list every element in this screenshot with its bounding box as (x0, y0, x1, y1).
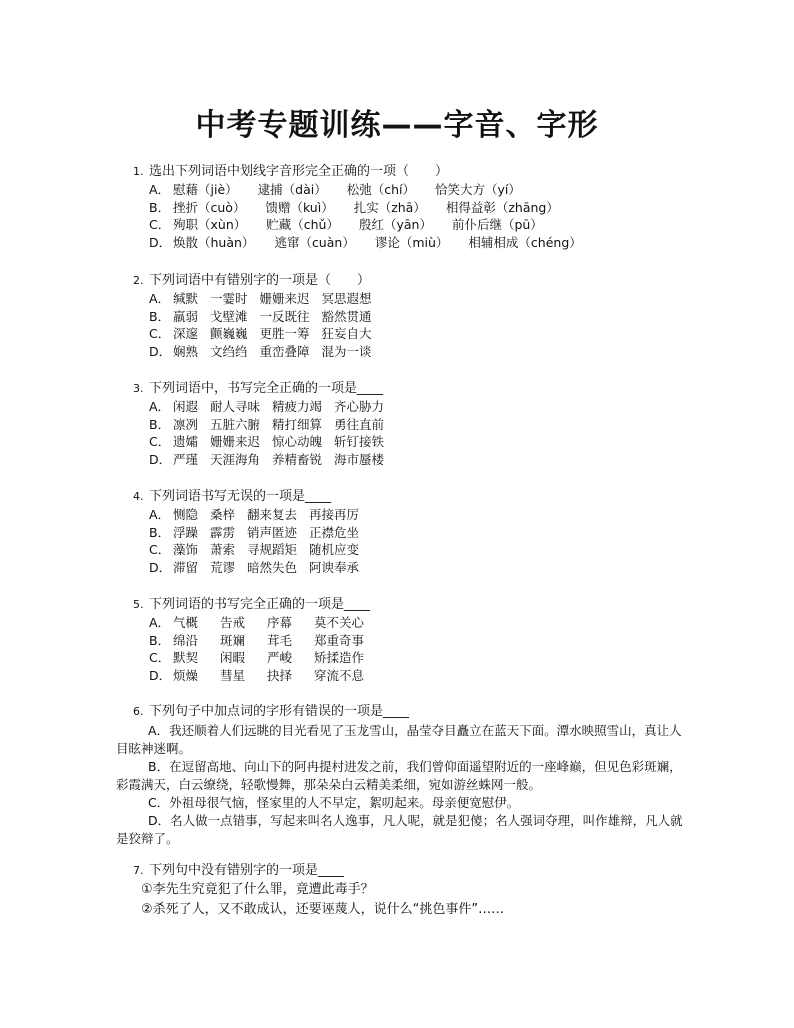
question-2 (133, 272, 384, 360)
question-number: 5. (133, 598, 144, 611)
option-word: 冥思遐想 (321, 291, 372, 306)
option-word: 松弛（chí） (346, 182, 415, 197)
sentence-2: ②杀死了人，又不敢成认，还要诬蔑人，说什么“挑色事件”…… (141, 902, 505, 917)
option-label: B． (149, 524, 171, 540)
option-word: 更胜一筹 (259, 326, 310, 341)
option-word: 彗星 (220, 667, 246, 683)
option-word: 严峻 (267, 650, 293, 665)
question-text: 下列词语中，书写完全正确的一项是____ (149, 381, 384, 396)
option-word: 相得益彰（zhāng） (445, 199, 559, 215)
question-text: 下列词语中有错别字的一项是（ ） (149, 273, 371, 288)
question-1 (133, 163, 602, 251)
option-word: 桑梓 (210, 507, 236, 522)
option-c (133, 433, 396, 451)
option-word: 恰笑大方（yí） (435, 182, 521, 197)
question-text: 下列词语的书写完全正确的一项是____ (149, 597, 371, 612)
option-word: 深邃 (173, 326, 199, 341)
option-word: 抉择 (267, 667, 293, 683)
option-word: 浮躁 (173, 524, 199, 540)
option-word: 烦燥 (173, 667, 199, 683)
option-word: 精疲力竭 (272, 399, 323, 414)
option-a (133, 614, 386, 632)
option-word: 狂妄自大 (321, 326, 372, 341)
option-word: 羸弱 (173, 308, 199, 324)
option-label: D． (149, 559, 172, 575)
option-d (133, 343, 384, 361)
option-word: 颤巍巍 (210, 326, 248, 341)
option-word: 混为一谈 (321, 343, 372, 359)
option-a (133, 290, 384, 308)
option-word: 斩钉接铁 (334, 434, 385, 449)
option-word: 销声匿迹 (247, 524, 298, 540)
option-word: 随机应变 (309, 542, 360, 557)
option-word: 寻规蹈矩 (247, 542, 298, 557)
option-word: 告戒 (220, 615, 246, 630)
option-word: 逃窜（cuàn） (274, 234, 355, 250)
option-word: 矫揉造作 (314, 650, 365, 665)
question-stem (133, 380, 396, 398)
option-word: 凛冽 (173, 416, 199, 432)
option-word: 序幕 (267, 615, 293, 630)
option-word: 焕散（huàn） (173, 234, 255, 250)
question-4 (133, 488, 371, 576)
option-word: 严瑾 (173, 451, 199, 467)
option-d (133, 234, 602, 252)
option-word: 耐人寻味 (210, 399, 261, 414)
option-word: 文绉绉 (210, 343, 248, 359)
question-stem (133, 163, 602, 181)
option-b-paragraph (116, 758, 690, 794)
option-word: 恻隐 (173, 507, 199, 522)
option-word: 海市蜃楼 (334, 451, 385, 467)
question-number: 7. (133, 864, 144, 877)
option-word: 殉职（xùn） (173, 217, 247, 232)
question-text: 下列词语书写无误的一项是____ (149, 489, 332, 504)
option-a (133, 398, 396, 416)
option-text: 在逗留高地、向山下的阿冉提村进发之前，我们曾仰面遥望附近的一座峰巅，但见色彩斑斓，彩霞满天，白云缭绕，轻歌慢舞，那朵朵白云精美柔细，宛如游丝蛛网一般。 (116, 759, 682, 792)
question-text: 下列句子中加点词的字形有错误的一项是____ (149, 704, 410, 719)
option-word: 重峦叠障 (259, 343, 310, 359)
option-word: 斑斓 (220, 632, 246, 648)
option-label: B． (148, 759, 170, 774)
option-a-paragraph (116, 722, 690, 758)
option-b (133, 524, 371, 542)
option-b (133, 308, 384, 326)
option-word: 一霎时 (210, 291, 248, 306)
option-a (133, 506, 371, 524)
option-word: 默契 (173, 650, 199, 665)
option-label: B． (149, 308, 171, 324)
option-word: 慰藉（jiè） (173, 182, 238, 197)
option-c (133, 649, 386, 667)
option-word: 娴熟 (173, 343, 199, 359)
option-word: 萧索 (210, 542, 236, 557)
option-label: B． (149, 632, 171, 648)
option-b (133, 199, 602, 217)
page-title: 中考专题训练——字音、字形 (195, 108, 599, 143)
sentence-1: ①李先生究竟犯了什么罪，竟遭此毒手？ (141, 882, 374, 897)
question-stem (133, 862, 504, 880)
question-stem (133, 488, 371, 506)
option-word: 一反既往 (259, 308, 310, 324)
option-word: 滞留 (173, 559, 199, 575)
option-label: C． (149, 650, 171, 665)
option-word: 扎实（zhā） (353, 199, 426, 215)
option-label: D． (149, 343, 172, 359)
question-7 (133, 862, 504, 920)
question-number: 6. (133, 705, 144, 718)
option-label: C． (149, 542, 171, 557)
option-label: D． (148, 813, 171, 828)
option-label: A． (148, 723, 170, 738)
option-label: C． (149, 434, 171, 449)
option-label: B． (149, 199, 171, 215)
question-number: 1. (133, 165, 144, 178)
option-word: 勇往直前 (334, 416, 385, 432)
option-text: 我还顺着人们远眺的目光看见了玉龙雪山，晶莹夺目矗立在蓝天下面。潭水映照雪山，真让人目眩神迷啊。 (116, 723, 682, 756)
option-word: 气概 (173, 615, 199, 630)
option-word: 馈赠（kuì） (265, 199, 334, 215)
option-d (133, 667, 386, 685)
question-text: 下列句中没有错别字的一项是____ (149, 863, 345, 878)
option-c (133, 325, 384, 343)
option-word: 姗姗来迟 (259, 291, 310, 306)
option-word: 遗孀 (173, 434, 199, 449)
option-word: 阿谀奉承 (309, 559, 360, 575)
question-number: 3. (133, 382, 144, 395)
question-stem (133, 272, 384, 290)
question-3 (133, 380, 396, 468)
option-word: 绵沿 (173, 632, 199, 648)
option-word: 翻来复去 (247, 507, 298, 522)
option-word: 戈壁滩 (210, 308, 248, 324)
option-word: 惊心动魄 (272, 434, 323, 449)
option-word: 天涯海角 (210, 451, 261, 467)
option-d (133, 451, 396, 469)
option-word: 精打细算 (272, 416, 323, 432)
option-label: B． (149, 416, 171, 432)
question-text: 选出下列词语中划线字音形完全正确的一项（ ） (149, 164, 449, 179)
option-label: C． (148, 795, 170, 810)
option-word: 前仆后继（pū） (451, 217, 543, 232)
option-word: 闲暇 (220, 650, 246, 665)
option-b (133, 632, 386, 650)
option-word: 荒谬 (210, 559, 236, 575)
option-b (133, 416, 396, 434)
option-word: 养精畜锐 (272, 451, 323, 467)
option-text: 外祖母很气恼，怪家里的人不早定，絮叨起来。母亲便宽慰伊。 (169, 795, 520, 810)
option-word: 莫不关心 (314, 615, 365, 630)
option-word: 逮捕（dài） (257, 182, 327, 197)
option-label: D． (149, 451, 172, 467)
option-label: A． (149, 399, 171, 414)
option-word: 贮藏（chǔ） (266, 217, 339, 232)
option-word: 闲遐 (173, 399, 199, 414)
option-c-paragraph (116, 794, 690, 812)
option-word: 齐心胁力 (334, 399, 385, 414)
option-word: 豁然贯通 (321, 308, 372, 324)
option-text: 名人做一点错事，写起来叫名人逸事，凡人呢，就是犯傻；名人强词夺理，叫作雄辩，凡人就是狡辩了。 (116, 813, 683, 846)
option-label: C． (149, 326, 171, 341)
option-word: 藻饰 (173, 542, 199, 557)
question-stem (133, 703, 409, 721)
question-6 (133, 703, 409, 721)
option-d (133, 559, 371, 577)
option-word: 谬论（miù） (374, 234, 449, 250)
option-word: 霹雳 (210, 524, 236, 540)
question-number: 2. (133, 274, 144, 287)
option-word: 相辅相成（chéng） (468, 234, 582, 250)
question-number: 4. (133, 490, 144, 503)
option-word: 正襟危坐 (309, 524, 360, 540)
option-label: D． (149, 667, 172, 683)
option-c (133, 216, 602, 234)
option-word: 缄默 (173, 291, 199, 306)
option-word: 五脏六腑 (210, 416, 261, 432)
option-word: 茸毛 (267, 632, 293, 648)
question-5 (133, 596, 386, 684)
option-word: 郑重奇事 (314, 632, 365, 648)
option-word: 姗姗来迟 (210, 434, 261, 449)
option-word: 殷红（yān） (358, 217, 432, 232)
option-d-paragraph (116, 812, 690, 848)
option-label: A． (149, 182, 171, 197)
option-label: A． (149, 507, 171, 522)
option-label: A． (149, 291, 171, 306)
option-word: 再接再厉 (309, 507, 360, 522)
option-word: 暗然失色 (247, 559, 298, 575)
option-word: 穿流不息 (314, 667, 365, 683)
question-stem (133, 596, 386, 614)
option-label: D． (149, 234, 172, 250)
option-a (133, 181, 602, 199)
option-label: C． (149, 217, 171, 232)
option-c (133, 541, 371, 559)
option-word: 挫折（cuò） (173, 199, 246, 215)
option-label: A． (149, 615, 171, 630)
